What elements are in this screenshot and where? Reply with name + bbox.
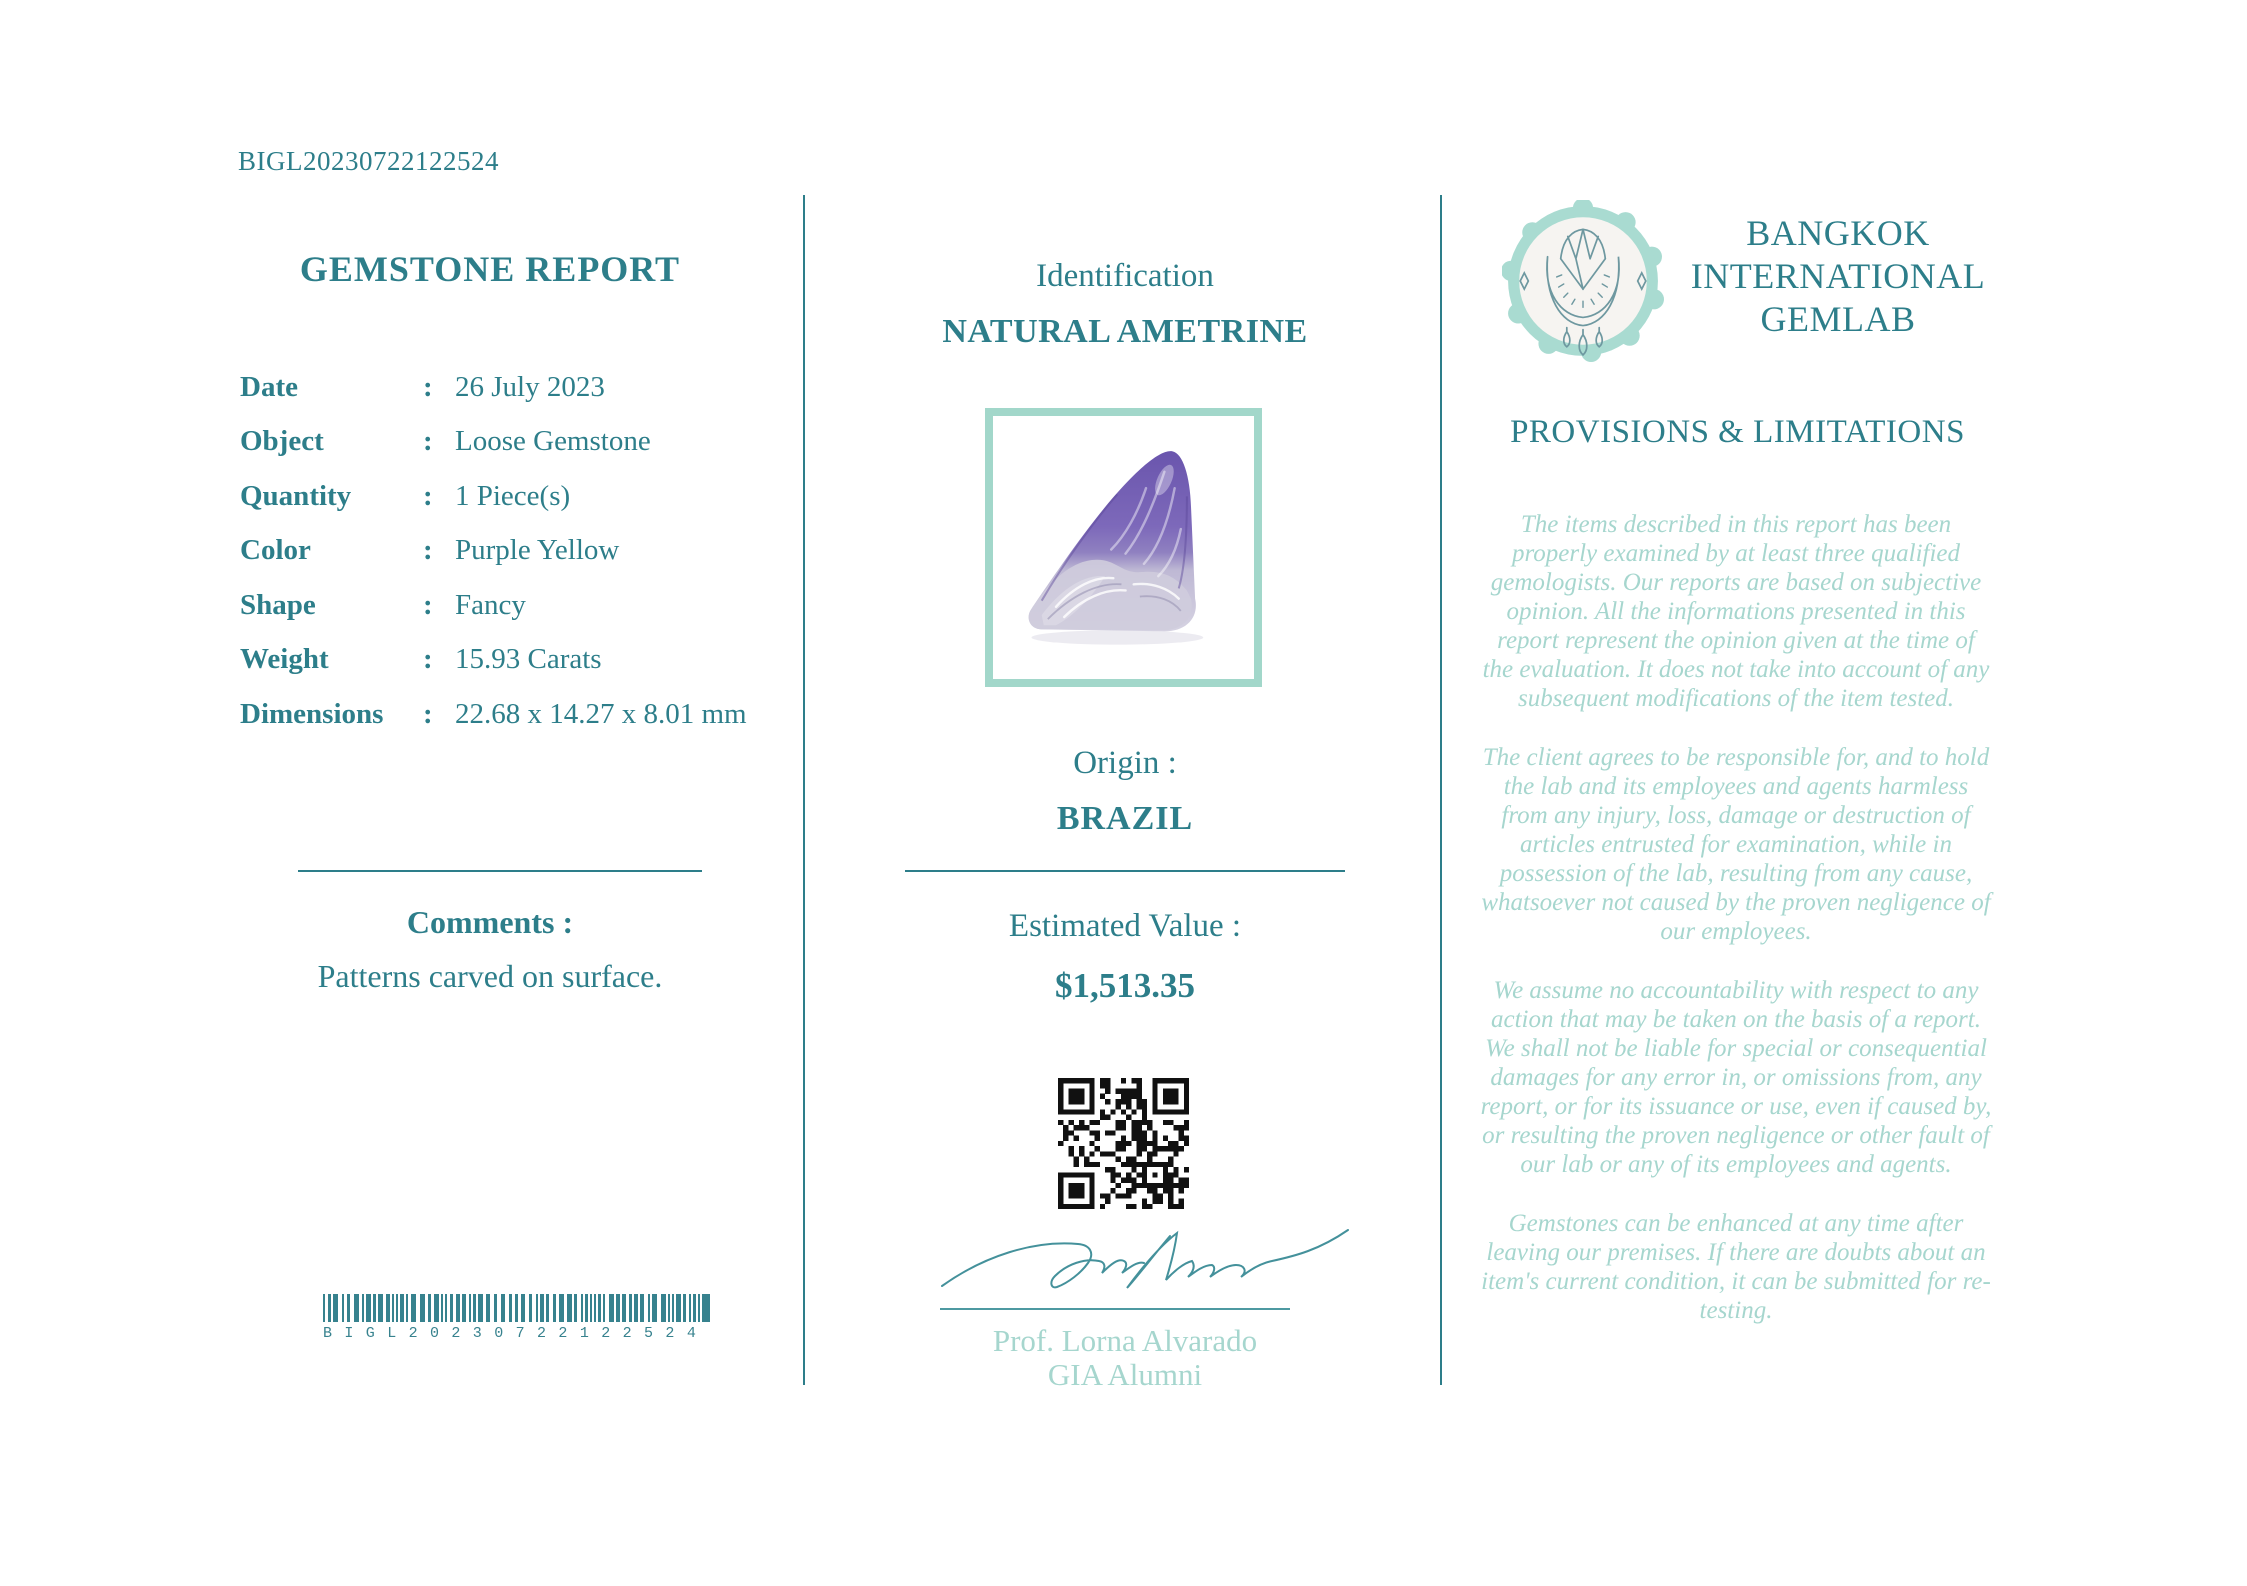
- identification-heading: Identification: [1036, 258, 1214, 294]
- provisions-paragraph: Gemstones can be enhanced at any time after leaving our premises. If there are doubts about an item's current condition, it can be submitted for re-testing.: [1481, 1210, 1991, 1324]
- field-separator: :: [423, 479, 433, 512]
- field-label: Color: [240, 534, 311, 567]
- estimated-value-heading: Estimated Value :: [1008, 908, 1242, 944]
- origin-heading: Origin :: [1073, 745, 1177, 781]
- table-row: [240, 415, 750, 470]
- provisions-heading: PROVISIONS & LIMITATIONS: [1510, 414, 1965, 450]
- table-row: [240, 469, 750, 524]
- page-title: GEMSTONE REPORT: [299, 249, 681, 289]
- lab-name: BANGKOK INTERNATIONAL GEMLAB: [1690, 213, 1986, 339]
- barcode: [323, 1294, 723, 1342]
- field-value: Purple Yellow: [455, 534, 620, 567]
- field-separator: :: [423, 588, 433, 621]
- estimated-value: $1,513.35: [1055, 966, 1195, 1005]
- provisions-text: [1480, 510, 1992, 1355]
- signature: [938, 1220, 1352, 1312]
- barcode-label: BIGL20230722122524: [323, 1325, 709, 1342]
- field-separator: :: [423, 534, 433, 567]
- field-value: 15.93 Carats: [455, 643, 602, 676]
- field-label: Shape: [240, 588, 316, 621]
- origin-value: BRAZIL: [1056, 800, 1194, 837]
- field-value: 1 Piece(s): [455, 479, 571, 512]
- field-separator: :: [423, 425, 433, 458]
- table-row: [240, 687, 750, 742]
- comments-heading: Comments :: [406, 904, 574, 940]
- gemstone-photo: [1011, 435, 1236, 660]
- gemlab-logo: [1502, 200, 1664, 362]
- identification-value: NATURAL AMETRINE: [942, 313, 1308, 350]
- comments-divider: [298, 870, 702, 872]
- column-divider-right: [1440, 195, 1442, 1385]
- field-separator: :: [423, 370, 433, 403]
- table-row: [240, 524, 750, 579]
- qr-code-image: [1058, 1078, 1189, 1209]
- table-row: [240, 578, 750, 633]
- field-label: Object: [240, 425, 324, 458]
- value-divider: [905, 870, 1345, 872]
- field-value: 22.68 x 14.27 x 8.01 mm: [455, 697, 747, 730]
- gem-attributes-table: [240, 360, 750, 742]
- field-label: Quantity: [240, 479, 352, 512]
- qr-code: [1058, 1078, 1189, 1209]
- provisions-paragraph: The client agrees to be responsible for, and to hold the lab and its employees and agents harmless from any injury, loss, damage or destruction of articles entrusted for examination, while in possession of the lab, resulting from any cause, whatsoever not caused by the proven negligence of our employees.: [1481, 744, 1991, 945]
- field-separator: :: [423, 643, 433, 676]
- table-row: [240, 633, 750, 688]
- signatory-name: Prof. Lorna Alvarado: [992, 1323, 1258, 1358]
- field-label: Date: [240, 370, 298, 403]
- field-label: Dimensions: [240, 697, 384, 730]
- table-row: [240, 360, 750, 415]
- comments-text: Patterns carved on surface.: [317, 958, 663, 994]
- gemstone-photo-frame: [985, 408, 1262, 687]
- signature-underline: [940, 1308, 1290, 1310]
- report-number: BIGL20230722122524: [238, 146, 499, 176]
- field-value: 26 July 2023: [455, 370, 605, 403]
- provisions-paragraph: We assume no accountability with respect to any action that may be taken on the basis of a report. We shall not be liable for special or consequential damages for any error in, or omissions from, any report, or for its issuance or use, even if caused by, or resulting the proven negligence or other fault of our lab or any of its employees and agents.: [1480, 977, 1992, 1178]
- column-divider-left: [803, 195, 805, 1385]
- barcode-bars: [323, 1294, 710, 1322]
- signatory-title: GIA Alumni: [1047, 1357, 1203, 1392]
- field-value: Fancy: [455, 588, 526, 621]
- provisions-paragraph: The items described in this report has been properly examined by at least three qualified gemologists. Our reports are based on subjective opinion. All the informations presented in this report represent the opinion given at the time of the evaluation. It does not take into account of any subsequent modifications of the item tested.: [1482, 511, 1990, 712]
- field-value: Loose Gemstone: [455, 425, 651, 458]
- field-separator: :: [423, 697, 433, 730]
- field-label: Weight: [240, 643, 329, 676]
